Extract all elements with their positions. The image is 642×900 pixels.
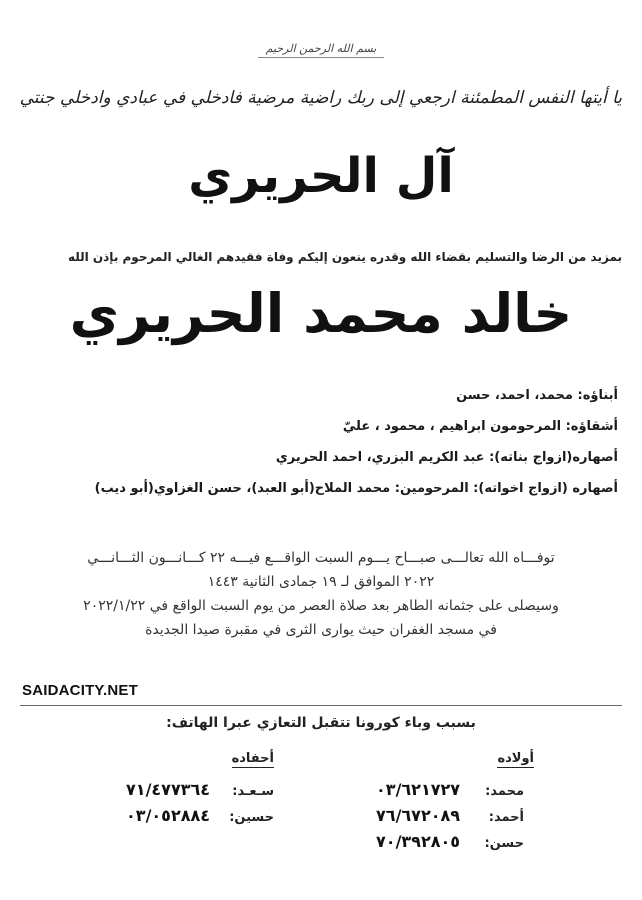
contact-name: أحمد: bbox=[488, 810, 524, 825]
contact-name: سـعـد: bbox=[232, 784, 274, 799]
announcement-intro: بمزيد من الرضا والتسليم بقضاء الله وقدره ينعون إليكم وفاة فقيدهم الغالي المرحوم بإذن الله bbox=[67, 250, 622, 264]
burial-place-line: في مسجد الغفران حيث يوارى الثرى في مقبرة صيدا الجديدة bbox=[145, 622, 497, 638]
contact-name: محمد: bbox=[485, 784, 524, 799]
sons-contacts-title: أولاده bbox=[497, 751, 534, 766]
contact-row bbox=[126, 806, 274, 825]
contact-row bbox=[376, 806, 524, 825]
quran-verse: يا أيتها النفس المطمئنة ارجعي إلى ربك راضية مرضية فادخلي في عبادي وادخلي جنتي bbox=[19, 88, 622, 108]
contact-phone: ٠٣/٦٢١٧٢٧ bbox=[376, 780, 460, 799]
relatives-brothers: أشقاؤه: المرحومون ابراهيم ، محمود ، عليّ bbox=[342, 419, 618, 434]
section-divider bbox=[20, 705, 622, 706]
contact-phone: ٧٠/٣٩٢٨٠٥ bbox=[376, 832, 460, 851]
contact-row bbox=[376, 832, 524, 851]
deceased-name-heading: خالد محمد الحريري bbox=[69, 282, 573, 345]
contact-row bbox=[126, 780, 274, 799]
contact-phone: ٠٣/٠٥٢٨٨٤ bbox=[126, 806, 210, 825]
relatives-list bbox=[20, 382, 618, 506]
condolence-note: بسبب وباء كورونا تتقبل التعازي عبرا الهاتف: bbox=[166, 715, 476, 731]
bismillah-calligraphy bbox=[0, 40, 642, 66]
hijri-date-line: ٢٠٢٢ الموافق لـ ١٩ جمادى الثانية ١٤٤٣ bbox=[207, 574, 435, 590]
contact-phone: ٧١/٤٧٧٣٦٤ bbox=[126, 780, 210, 799]
death-date-line: توفـــاه الله تعالـــى صبـــاح يـــوم السبت الواقـــع فيـــه ٢٢ كـــانـــون الثـــانـــي bbox=[87, 550, 555, 566]
contact-phone: ٧٦/٦٧٢٠٨٩ bbox=[376, 806, 460, 825]
funeral-details bbox=[20, 546, 622, 642]
family-name-heading: آل الحريري bbox=[188, 148, 454, 204]
relatives-sisters-husbands: أصهاره (ازواج اخواته): المرحومين: محمد الملاح(أبو العبد)، حسن الغزاوي(أبو ديب) bbox=[94, 481, 618, 496]
contact-name: حسين: bbox=[229, 810, 274, 825]
site-watermark: SAIDACITY.NET bbox=[22, 682, 138, 699]
relatives-sons: أبناؤه: محمد، احمد، حسن bbox=[456, 388, 618, 403]
contact-name: حسن: bbox=[484, 836, 524, 851]
bismillah-text: بسم الله الرحمن الرحيم bbox=[258, 40, 385, 58]
grandsons-contacts-title: أحفاده bbox=[231, 751, 274, 766]
contact-row bbox=[376, 780, 524, 799]
prayer-time-line: وسيصلى على جثمانه الطاهر بعد صلاة العصر من يوم السبت الواقع في ٢٠٢٢/١/٢٢ bbox=[83, 598, 559, 614]
relatives-daughters-husbands: أصهاره(ازواج بناته): عبد الكريم البزري، احمد الحريري bbox=[275, 450, 618, 465]
